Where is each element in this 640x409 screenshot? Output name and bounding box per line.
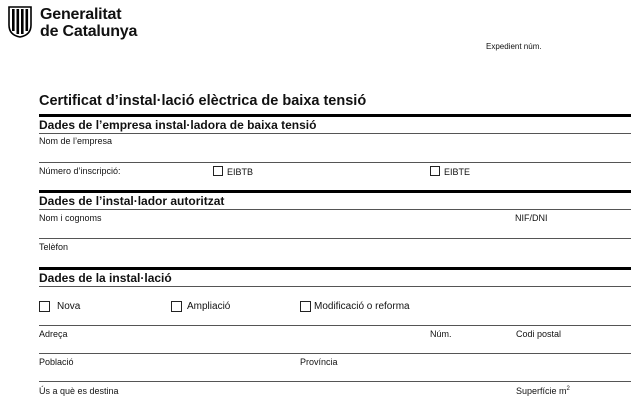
field-rule bbox=[39, 209, 631, 210]
superficie-exponent: 2 bbox=[566, 386, 570, 392]
label-nom-cognoms: Nom i cognoms bbox=[39, 213, 102, 223]
generalitat-logo-icon bbox=[8, 6, 32, 38]
label-poblacio: Població bbox=[39, 357, 74, 367]
page-title: Certificat d’instal·lació elèctrica de baixa tensió bbox=[39, 93, 367, 109]
checkbox-ampliacio[interactable] bbox=[171, 301, 182, 312]
section-rule bbox=[39, 267, 631, 270]
org-line2: de Catalunya bbox=[40, 23, 138, 40]
label-superficie bbox=[516, 386, 570, 396]
label-codi-postal: Codi postal bbox=[516, 329, 562, 339]
field-rule bbox=[39, 162, 631, 163]
section-rule bbox=[39, 190, 631, 193]
expedient-label: Expedient núm. bbox=[486, 42, 542, 51]
section-rule bbox=[39, 114, 631, 117]
label-eibte: EIBTE bbox=[444, 167, 471, 177]
label-provincia: Província bbox=[300, 357, 338, 367]
field-rule bbox=[39, 353, 631, 354]
field-rule bbox=[39, 286, 631, 287]
label-telefon: Telèfon bbox=[39, 242, 69, 252]
label-eibtb: EIBTB bbox=[227, 167, 254, 177]
section-title-empresa: Dades de l’empresa instal·ladora de baixa tensió bbox=[39, 118, 317, 132]
section-title-installador: Dades de l’instal·lador autoritzat bbox=[39, 194, 225, 208]
field-rule bbox=[39, 133, 631, 134]
checkbox-eibte[interactable] bbox=[430, 166, 440, 176]
label-nom-empresa: Nom de l’empresa bbox=[39, 136, 113, 146]
label-numero-inscripcio: Número d’inscripció: bbox=[39, 166, 121, 176]
section-title-installacio: Dades de la instal·lació bbox=[39, 271, 172, 285]
field-rule bbox=[39, 381, 631, 382]
label-num: Núm. bbox=[430, 329, 452, 339]
label-adreca: Adreça bbox=[39, 329, 68, 339]
checkbox-modificacio[interactable] bbox=[300, 301, 311, 312]
checkbox-nova[interactable] bbox=[39, 301, 50, 312]
org-line1: Generalitat bbox=[40, 6, 122, 23]
superficie-text: Superfície m bbox=[516, 386, 567, 396]
label-nif-dni: NIF/DNI bbox=[515, 213, 548, 223]
org-name bbox=[40, 6, 137, 40]
label-modificacio: Modificació o reforma bbox=[314, 301, 410, 312]
label-nova: Nova bbox=[57, 301, 81, 312]
field-rule bbox=[39, 325, 631, 326]
label-us: Ús a què es destina bbox=[39, 386, 119, 396]
field-rule bbox=[39, 238, 631, 239]
label-ampliacio: Ampliació bbox=[187, 301, 231, 312]
checkbox-eibtb[interactable] bbox=[213, 166, 223, 176]
